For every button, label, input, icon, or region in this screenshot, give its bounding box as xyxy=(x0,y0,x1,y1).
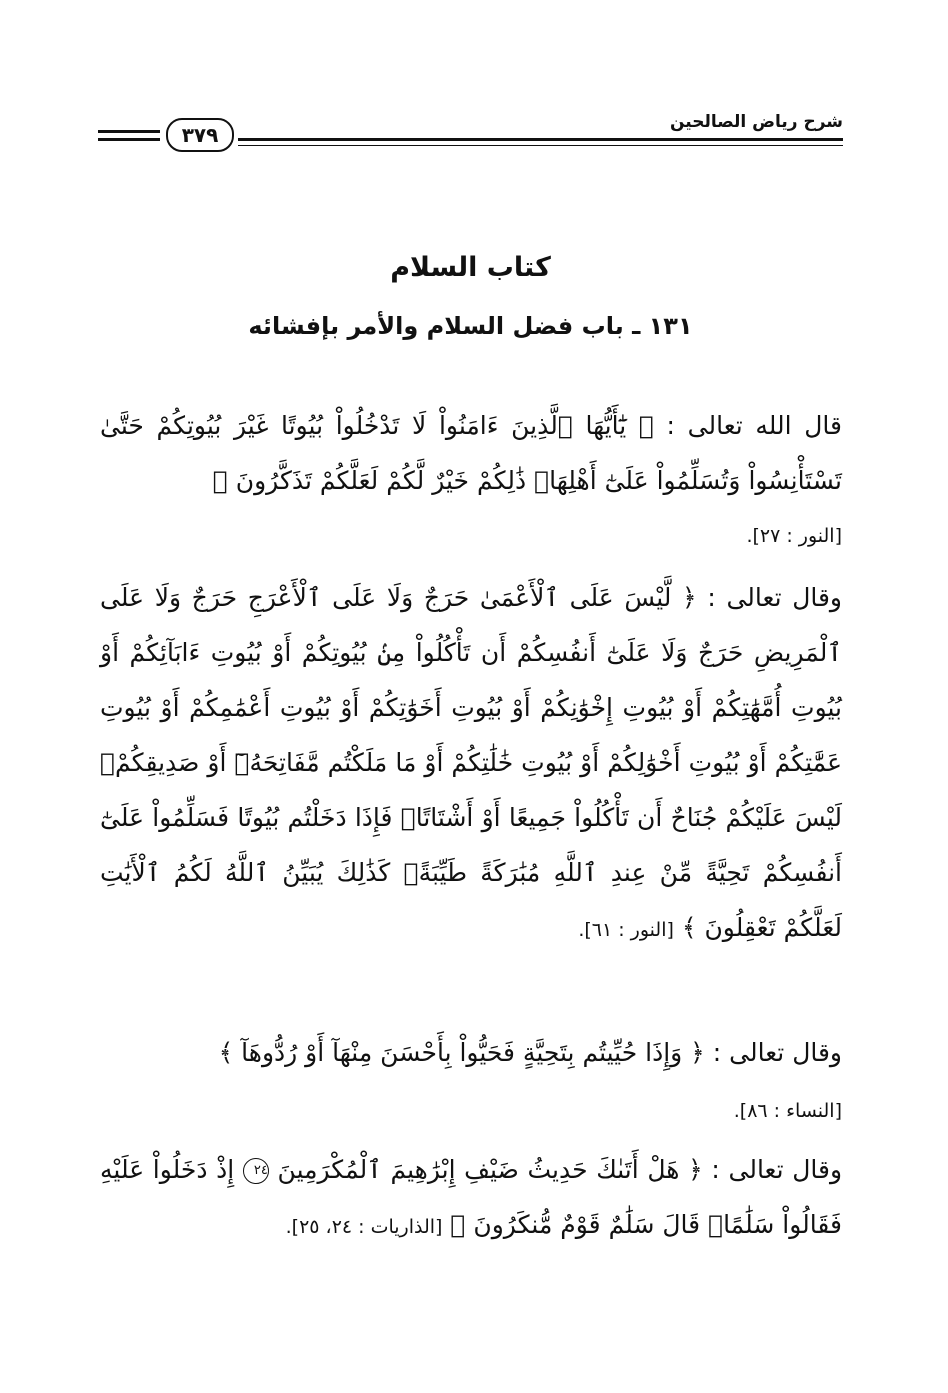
verse-reference: [النور : ٦١]. xyxy=(578,919,674,941)
verse-block-3 xyxy=(100,1025,842,1080)
running-title: شرح رياض الصالحين xyxy=(669,112,843,132)
header-rule-right-thin xyxy=(238,145,843,146)
chapter-title: ١٣١ ـ باب فضل السلام والأمر بإفشائه xyxy=(248,312,693,340)
verse-reference: [الذاريات : ٢٤، ٢٥]. xyxy=(285,1216,443,1238)
header-rule-left-2 xyxy=(98,138,160,141)
verse-block-2 xyxy=(100,570,842,958)
verse-lead: وقال تعالى : xyxy=(711,1155,843,1184)
book-title: كتاب السلام xyxy=(390,252,551,283)
verse-block-4 xyxy=(100,1142,842,1255)
header-rule-left xyxy=(98,130,160,133)
quran-verse: ﴿ يَٰٓأَيُّهَا ٱلَّذِينَ ءَامَنُواْ لَا تَدْخُلُواْ بُيُوتًا غَيْرَ بُيُوتِكُمْ حَتَّىٰ تَسْتَأْنِسُواْ وَتُسَلِّمُواْ عَلَىٰٓ أَهْلِهَاۚ ذَٰلِكُمْ خَيْرٌ لَّكُمْ لَعَلَّكُمْ تَذَكَّرُونَ ﴾ xyxy=(100,411,842,495)
verse-block-1 xyxy=(100,398,842,508)
verse-lead: وقال تعالى : xyxy=(707,583,842,612)
ayah-number-icon: ٢٤ xyxy=(243,1158,269,1184)
quran-verse: ﴿ لَّيْسَ عَلَى ٱلْأَعْمَىٰ حَرَجٌ وَلَا عَلَى ٱلْأَعْرَجِ حَرَجٌ وَلَا عَلَى ٱلْمَرِيضِ حَرَجٌ وَلَا عَلَىٰٓ أَنفُسِكُمْ أَن تَأْكُلُواْ مِنۢ بُيُوتِكُمْ أَوْ بُيُوتِ ءَابَآئِكُمْ أَوْ بُيُوتِ أُمَّهَٰتِكُمْ أَوْ بُيُوتِ إِخْوَٰنِكُمْ أَوْ بُيُوتِ أَخَوَٰتِكُمْ أَوْ بُيُوتِ أَعْمَٰمِكُمْ أَوْ بُيُوتِ عَمَّٰتِكُمْ أَوْ بُيُوتِ أَخْوَٰلِكُمْ أَوْ بُيُوتِ خَٰلَٰتِكُمْ أَوْ مَا مَلَكْتُم مَّفَاتِحَهُۥٓ أَوْ صَدِيقِكُمْۚ لَيْسَ عَلَيْكُمْ جُنَاحٌ أَن تَأْكُلُواْ جَمِيعًا أَوْ أَشْتَاتًاۚ فَإِذَا دَخَلْتُم بُيُوتًا فَسَلِّمُواْ عَلَىٰٓ أَنفُسِكُمْ تَحِيَّةً مِّنْ عِندِ ٱللَّهِ مُبَٰرَكَةً طَيِّبَةًۚ كَذَٰلِكَ يُبَيِّنُ ٱللَّهُ لَكُمُ ٱلْأَيَٰتِ لَعَلَّكُمْ تَعْقِلُونَ ﴾ xyxy=(100,583,842,942)
page-number: ٣٧٩ xyxy=(166,118,234,152)
quran-verse: ﴿ وَإِذَا حُيِّيتُم بِتَحِيَّةٍ فَحَيُّواْ بِأَحْسَنَ مِنْهَآ أَوْ رُدُّوهَآ ﴾ xyxy=(218,1038,705,1067)
verse-reference: [النساء : ٨٦]. xyxy=(733,1100,842,1122)
verse-reference: [النور : ٢٧]. xyxy=(746,525,842,547)
verse-lead: قال الله تعالى : xyxy=(666,411,843,440)
header-rule-right xyxy=(238,138,843,141)
page-header xyxy=(98,108,843,158)
quran-verse-continued: إِذْ دَخَلُواْ عَلَيْهِ فَقَالُواْ سَلَٰمًاۖ قَالَ سَلَٰمٌ قَوْمٌ مُّنكَرُونَ ﴾ xyxy=(100,1155,842,1239)
quran-verse: ﴿ هَلْ أَتَىٰكَ حَدِيثُ ضَيْفِ إِبْرَٰهِيمَ ٱلْمُكْرَمِينَ xyxy=(277,1155,703,1184)
verse-lead: وقال تعالى : xyxy=(712,1038,842,1067)
